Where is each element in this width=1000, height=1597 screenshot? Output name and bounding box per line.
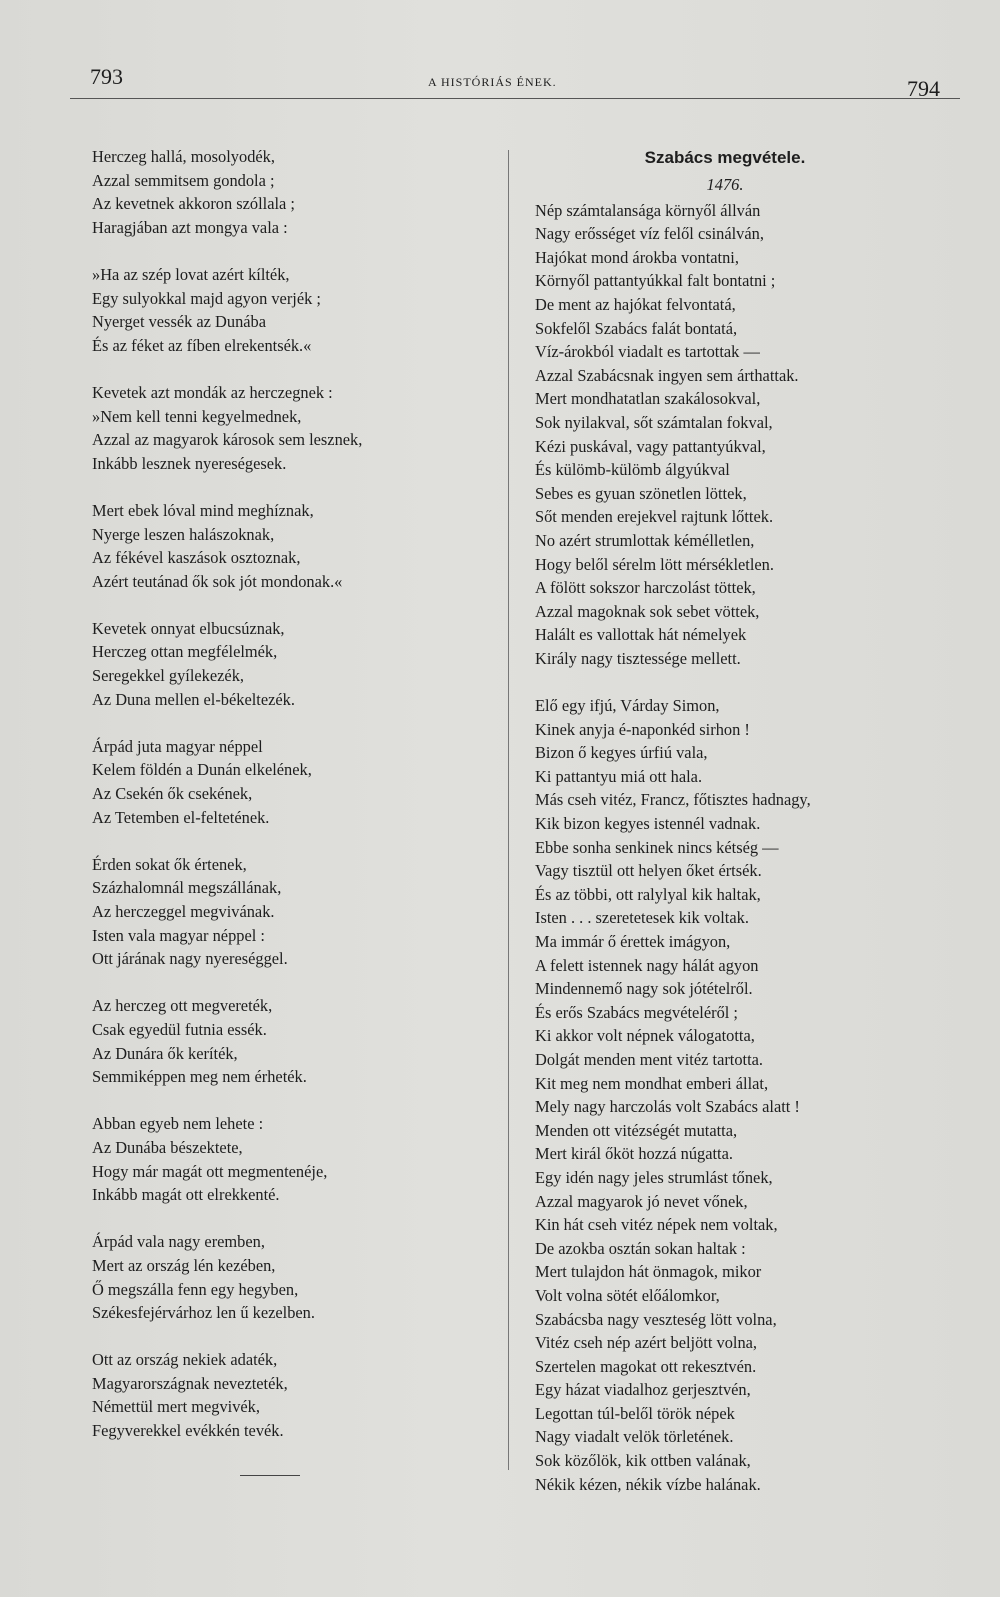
end-rule bbox=[240, 1475, 300, 1476]
verse-line: Ott járának nagy nyereséggel. bbox=[92, 949, 288, 969]
verse-line: Környől pattantyúkkal falt bontatni ; bbox=[535, 271, 776, 291]
verse-line: Csak egyedül futnia essék. bbox=[92, 1019, 267, 1039]
stanza bbox=[92, 381, 492, 475]
verse-line: Az herczeggel megvivának. bbox=[92, 902, 275, 921]
verse-line: És erős Szabács megvételéről ; bbox=[535, 1002, 738, 1022]
verse-line: Kézi puskával, vagy pattantyúkval, bbox=[535, 436, 766, 456]
running-title: A HISTÓRIÁS ÉNEK. bbox=[428, 75, 557, 89]
verse-line: Érden sokat ők értenek, bbox=[92, 854, 247, 874]
verse-line: Egy idén nagy jeles strumlást tőnek, bbox=[535, 1167, 773, 1187]
verse-line: Székesfejérvárhoz len ű kezelben. bbox=[92, 1303, 315, 1323]
column-divider bbox=[508, 150, 509, 1470]
verse-line: Halált es vallottak hát némelyek bbox=[535, 625, 747, 645]
verse-line: Nékik kézen, nékik vízbe halának. bbox=[535, 1474, 761, 1494]
verse-line: Herczeg hallá, mosolyodék, bbox=[92, 147, 275, 166]
verse-line: Vagy tisztül ott helyen őket értsék. bbox=[535, 861, 762, 881]
verse-line: Hogy már magát ott megmentenéje, bbox=[92, 1161, 328, 1181]
page-header bbox=[70, 62, 960, 99]
verse-line: Az Dunára ők keríték, bbox=[92, 1043, 238, 1063]
verse-line: Az kevetnek akkoron szóllala ; bbox=[92, 194, 295, 214]
verse-line: És az többi, ott ralylyal kik haltak, bbox=[535, 884, 761, 904]
verse-line: Azzal semmitsem gondola ; bbox=[92, 170, 275, 190]
verse-line: Azzal magoknak sok sebet vöttek, bbox=[535, 601, 760, 621]
verse-line: Ebbe sonha senkinek nincs kétség — bbox=[535, 837, 779, 857]
verse-line: A fölött sokszor harczolást töttek, bbox=[535, 578, 756, 598]
verse-line: »Nem kell tenni kegyelmednek, bbox=[92, 406, 302, 426]
verse-line: Százhalomnál megszállának, bbox=[92, 878, 282, 898]
verse-line: Herczeg ottan megfélelmék, bbox=[92, 642, 278, 662]
stanza bbox=[92, 145, 492, 239]
verse-line: De azokba osztán sokan haltak : bbox=[535, 1238, 746, 1258]
stanza bbox=[92, 263, 492, 357]
verse-line: Nép számtalansága környől állván bbox=[535, 200, 761, 220]
verse-line: Abban egyeb nem lehete : bbox=[92, 1114, 264, 1134]
verse-line: Ki pattantyu miá ott hala. bbox=[535, 766, 703, 786]
verse-line: Magyarországnak nevezteték, bbox=[92, 1373, 288, 1393]
verse-line: Egy házat viadalhoz gerjesztvén, bbox=[535, 1380, 751, 1400]
stanza bbox=[92, 853, 492, 971]
verse-line: Az Tetemben el-feltetének. bbox=[92, 807, 270, 827]
verse-line: Az Csekén ők csekének, bbox=[92, 784, 253, 804]
right-stanzas bbox=[535, 199, 955, 1497]
verse-line: Mely nagy harczolás volt Szabács alatt ! bbox=[535, 1097, 800, 1117]
verse-line: Árpád juta magyar néppel bbox=[92, 736, 263, 756]
verse-line: Más cseh vitéz, Francz, főtisztes hadnagy, bbox=[535, 790, 811, 810]
verse-line: Nyerget vessék az Dunába bbox=[92, 312, 267, 332]
section-year: 1476. bbox=[706, 175, 744, 194]
verse-line: Egy sulyokkal majd agyon verjék ; bbox=[92, 288, 321, 308]
verse-line: Bizon ő kegyes úrfiú vala, bbox=[535, 743, 708, 763]
verse-line: Kelem földén a Dunán elkelének, bbox=[92, 760, 312, 780]
verse-line: Sok közőlök, kik ottben valának, bbox=[535, 1451, 751, 1471]
verse-line: A felett istennek nagy hálát agyon bbox=[535, 955, 759, 975]
verse-line: Volt volna sötét előálomkor, bbox=[535, 1285, 720, 1305]
verse-line: Azzal Szabácsnak ingyen sem árthattak. bbox=[535, 365, 799, 385]
stanza bbox=[92, 1348, 492, 1442]
page-number-left: 793 bbox=[90, 64, 123, 89]
verse-line: Mert tulajdon hát önmagok, mikor bbox=[535, 1262, 762, 1282]
verse-line: Sebes es gyuan szönetlen löttek, bbox=[535, 483, 747, 503]
verse-line: Isten vala magyar néppel : bbox=[92, 925, 265, 945]
verse-line: Sőt menden erejekvel rajtunk lőttek. bbox=[535, 507, 774, 527]
stanza bbox=[535, 694, 955, 1496]
stanza bbox=[92, 1112, 492, 1206]
stanza bbox=[535, 199, 955, 671]
verse-line: Árpád vala nagy eremben, bbox=[92, 1232, 265, 1252]
verse-line: Ott az ország nekiek adaték, bbox=[92, 1350, 278, 1370]
verse-line: Az Duna mellen el-békeltezék. bbox=[92, 689, 295, 709]
verse-line: »Ha az szép lovat azért kílték, bbox=[92, 264, 290, 284]
verse-line: Az fékével kaszások osztoznak, bbox=[92, 548, 301, 568]
verse-line: Mert az ország lén kezében, bbox=[92, 1255, 276, 1275]
verse-line: Elő egy ifjú, Várday Simon, bbox=[535, 696, 720, 716]
verse-line: Legottan túl-belől török népek bbox=[535, 1403, 735, 1423]
stanza bbox=[92, 1230, 492, 1324]
verse-line: Ma immár ő érettek imágyon, bbox=[535, 932, 731, 951]
page-number-right: 794 bbox=[907, 76, 940, 101]
verse-line: Mert ebek lóval mind meghíznak, bbox=[92, 500, 314, 520]
verse-line: Azzal az magyarok károsok sem lesznek, bbox=[92, 430, 363, 450]
verse-line: Mert mondhatatlan szakálosokval, bbox=[535, 389, 761, 409]
verse-line: Nagy viadalt velök törletének. bbox=[535, 1427, 734, 1447]
verse-line: Isten . . . szeretetesek kik voltak. bbox=[535, 908, 749, 928]
verse-line: Kik bizon kegyes istennél vadnak. bbox=[535, 814, 761, 834]
verse-line: Hajókat mond árokba vontatni, bbox=[535, 247, 739, 267]
verse-line: Kevetek azt mondák az herczegnek : bbox=[92, 382, 333, 402]
verse-line: Ő megszálla fenn egy hegyben, bbox=[92, 1279, 299, 1299]
verse-line: Haragjában azt mongya vala : bbox=[92, 217, 288, 237]
verse-line: Hogy belől sérelm lött mérsékletlen. bbox=[535, 554, 774, 574]
verse-line: És az féket az fíben elrekentsék.« bbox=[92, 335, 312, 355]
verse-line: Inkább lesznek nyereségesek. bbox=[92, 453, 287, 473]
verse-line: Azzal magyarok jó nevet vőnek, bbox=[535, 1191, 748, 1211]
verse-line: Az Dunába bészektete, bbox=[92, 1137, 243, 1157]
verse-line: Kevetek onnyat elbucsúznak, bbox=[92, 618, 285, 638]
verse-line: Király nagy tisztessége mellett. bbox=[535, 648, 741, 668]
verse-line: Ki akkor volt népnek válogatotta, bbox=[535, 1026, 755, 1046]
verse-line: Sok nyilakval, sőt számtalan fokval, bbox=[535, 412, 773, 432]
verse-line: Vitéz cseh nép azért beljött volna, bbox=[535, 1333, 758, 1353]
verse-line: Szertelen magokat ott rekesztvén. bbox=[535, 1356, 757, 1376]
verse-line: Kit meg nem mondhat emberi állat, bbox=[535, 1073, 769, 1093]
verse-line: Inkább magát ott elrekkenté. bbox=[92, 1185, 280, 1205]
verse-line: No azért strumlottak kémélletlen, bbox=[535, 530, 755, 550]
verse-line: Dolgát menden ment vitéz tartotta. bbox=[535, 1049, 764, 1069]
verse-line: Víz-árokból viadalt es tartottak — bbox=[535, 342, 760, 362]
verse-line: Az herczeg ott megvereték, bbox=[92, 996, 273, 1016]
verse-line: Fegyverekkel evékkén tevék. bbox=[92, 1421, 284, 1441]
verse-line: Mert királ őköt hozzá núgatta. bbox=[535, 1144, 733, 1164]
stanza bbox=[92, 499, 492, 593]
verse-line: Kinek anyja é-naponkéd sirhon ! bbox=[535, 719, 750, 739]
verse-line: És külömb-külömb álgyúkval bbox=[535, 460, 730, 480]
verse-line: Némettül mert megvivék, bbox=[92, 1397, 260, 1417]
verse-line: Sokfelől Szabács falát bontatá, bbox=[535, 318, 738, 338]
verse-line: Nagy erősséget víz felől csinálván, bbox=[535, 224, 764, 244]
verse-line: Azért teutánad ők sok jót mondonak.« bbox=[92, 571, 343, 591]
stanza bbox=[92, 994, 492, 1088]
verse-line: Kin hát cseh vitéz népek nem voltak, bbox=[535, 1215, 778, 1235]
stanza bbox=[92, 735, 492, 829]
right-column bbox=[535, 145, 955, 1520]
verse-line: Szabácsba nagy veszteség lött volna, bbox=[535, 1309, 777, 1329]
verse-line: Mindennemő nagy sok jótételről. bbox=[535, 979, 753, 999]
verse-line: De ment az hajókat felvontatá, bbox=[535, 294, 736, 314]
verse-line: Semmiképpen meg nem érheték. bbox=[92, 1067, 307, 1087]
left-column bbox=[92, 145, 492, 1466]
verse-line: Menden ott vitézségét mutatta, bbox=[535, 1120, 738, 1140]
verse-line: Nyerge leszen halászoknak, bbox=[92, 524, 275, 544]
stanza bbox=[92, 617, 492, 711]
verse-line: Seregekkel gyílekezék, bbox=[92, 666, 244, 686]
section-title: Szabács megvétele. bbox=[644, 148, 806, 167]
